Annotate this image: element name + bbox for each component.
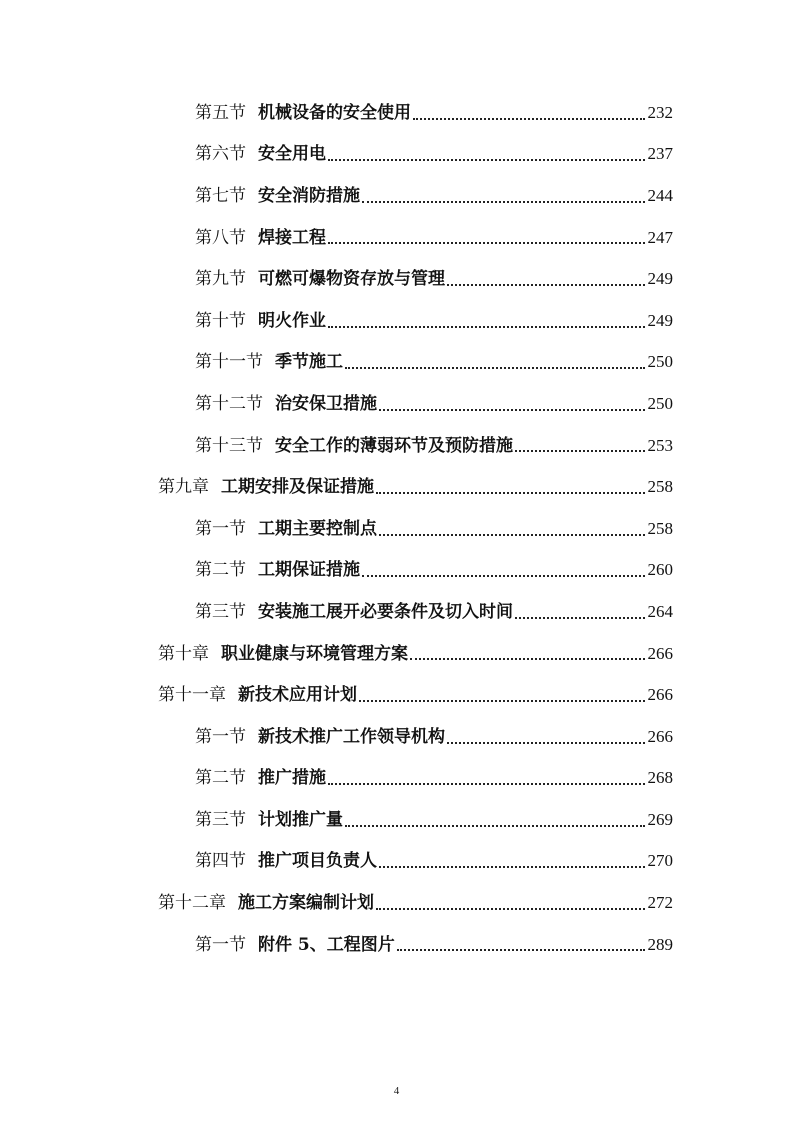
dot-leader bbox=[515, 617, 645, 619]
toc-entry-page: 258 bbox=[647, 477, 673, 497]
toc-entry-title: 工期主要控制点 bbox=[258, 518, 377, 539]
toc-entry-prefix: 第四节 bbox=[195, 851, 246, 872]
dot-leader bbox=[376, 908, 645, 910]
toc-entry-title: 明火作业 bbox=[258, 310, 326, 331]
toc-chapter-entry[interactable] bbox=[0, 674, 793, 716]
toc-entry-title: 附件 5、工程图片 bbox=[258, 934, 395, 955]
toc-entry[interactable] bbox=[0, 175, 793, 217]
table-of-contents bbox=[0, 92, 793, 965]
toc-entry-title: 季节施工 bbox=[275, 352, 343, 373]
toc-entry-prefix: 第三节 bbox=[195, 601, 246, 622]
toc-entry-page: 237 bbox=[647, 144, 673, 164]
toc-entry-title: 安全消防措施 bbox=[258, 185, 360, 206]
dot-leader bbox=[413, 118, 645, 120]
toc-entry-prefix: 第五节 bbox=[195, 102, 246, 123]
toc-entry-prefix: 第九章 bbox=[158, 477, 209, 498]
toc-entry[interactable] bbox=[0, 217, 793, 259]
dot-leader bbox=[376, 492, 645, 494]
toc-entry-prefix: 第八节 bbox=[195, 227, 246, 248]
toc-entry-prefix: 第十二节 bbox=[195, 393, 263, 414]
toc-entry-page: 232 bbox=[647, 102, 673, 122]
toc-entry[interactable] bbox=[0, 550, 793, 592]
toc-entry[interactable] bbox=[0, 841, 793, 883]
toc-entry-page: 289 bbox=[647, 934, 673, 954]
toc-entry-title: 新技术推广工作领导机构 bbox=[258, 726, 445, 747]
toc-entry-prefix: 第十节 bbox=[195, 310, 246, 331]
toc-entry-prefix: 第十一节 bbox=[195, 352, 263, 373]
toc-entry-title: 工期保证措施 bbox=[258, 560, 360, 581]
dot-leader bbox=[345, 367, 645, 369]
dot-leader bbox=[447, 284, 645, 286]
toc-entry-title: 安装施工展开必要条件及切入时间 bbox=[258, 601, 513, 622]
toc-entry[interactable] bbox=[0, 92, 793, 134]
dot-leader bbox=[410, 658, 645, 660]
toc-entry-page: 250 bbox=[647, 393, 673, 413]
toc-entry-prefix: 第十章 bbox=[158, 643, 209, 664]
toc-entry-page: 266 bbox=[647, 685, 673, 705]
dot-leader bbox=[515, 450, 645, 452]
toc-entry[interactable] bbox=[0, 342, 793, 384]
toc-chapter-entry[interactable] bbox=[0, 633, 793, 675]
toc-entry-prefix: 第六节 bbox=[195, 144, 246, 165]
toc-entry-page: 253 bbox=[647, 435, 673, 455]
toc-entry-page: 270 bbox=[647, 851, 673, 871]
toc-chapter-entry[interactable] bbox=[0, 466, 793, 508]
toc-entry-page: 247 bbox=[647, 227, 673, 247]
toc-entry-prefix: 第十三节 bbox=[195, 435, 263, 456]
toc-entry-page: 269 bbox=[647, 809, 673, 829]
toc-entry-page: 266 bbox=[647, 643, 673, 663]
toc-entry[interactable] bbox=[0, 716, 793, 758]
page-number: 4 bbox=[393, 1085, 400, 1097]
toc-entry-page: 272 bbox=[647, 893, 673, 913]
toc-entry-title: 计划推广量 bbox=[258, 809, 343, 830]
dot-leader bbox=[328, 159, 645, 161]
toc-entry-prefix: 第二节 bbox=[195, 768, 246, 789]
dot-leader bbox=[379, 866, 645, 868]
toc-entry-prefix: 第十二章 bbox=[158, 893, 226, 914]
toc-entry-page: 250 bbox=[647, 352, 673, 372]
dot-leader bbox=[345, 825, 645, 827]
toc-entry[interactable] bbox=[0, 591, 793, 633]
toc-entry[interactable] bbox=[0, 758, 793, 800]
toc-entry-prefix: 第九节 bbox=[195, 269, 246, 290]
toc-entry-page: 258 bbox=[647, 518, 673, 538]
toc-entry-prefix: 第一节 bbox=[195, 518, 246, 539]
dot-leader bbox=[328, 783, 645, 785]
toc-entry-page: 244 bbox=[647, 185, 673, 205]
toc-entry-prefix: 第三节 bbox=[195, 809, 246, 830]
toc-entry-prefix: 第七节 bbox=[195, 185, 246, 206]
toc-entry-page: 268 bbox=[647, 768, 673, 788]
toc-entry-title: 机械设备的安全使用 bbox=[258, 102, 411, 123]
dot-leader bbox=[362, 575, 645, 577]
toc-entry[interactable] bbox=[0, 300, 793, 342]
toc-entry-prefix: 第二节 bbox=[195, 560, 246, 581]
toc-entry-prefix: 第一节 bbox=[195, 726, 246, 747]
toc-entry-page: 249 bbox=[647, 269, 673, 289]
dot-leader bbox=[447, 742, 645, 744]
dot-leader bbox=[379, 534, 645, 536]
toc-entry-title: 安全用电 bbox=[258, 144, 326, 165]
toc-entry-title: 安全工作的薄弱环节及预防措施 bbox=[275, 435, 513, 456]
toc-entry-title: 焊接工程 bbox=[258, 227, 326, 248]
toc-entry-page: 266 bbox=[647, 726, 673, 746]
toc-entry-title: 职业健康与环境管理方案 bbox=[221, 643, 408, 664]
toc-entry[interactable] bbox=[0, 799, 793, 841]
toc-entry-title: 可燃可爆物资存放与管理 bbox=[258, 269, 445, 290]
dot-leader bbox=[328, 326, 645, 328]
dot-leader bbox=[379, 409, 645, 411]
toc-chapter-entry[interactable] bbox=[0, 882, 793, 924]
toc-entry[interactable] bbox=[0, 425, 793, 467]
toc-entry[interactable] bbox=[0, 508, 793, 550]
toc-entry[interactable] bbox=[0, 134, 793, 176]
toc-entry-title: 工期安排及保证措施 bbox=[221, 477, 374, 498]
dot-leader bbox=[397, 949, 645, 951]
toc-entry-title: 推广措施 bbox=[258, 768, 326, 789]
toc-entry-title: 治安保卫措施 bbox=[275, 393, 377, 414]
toc-entry[interactable] bbox=[0, 258, 793, 300]
toc-entry-page: 264 bbox=[647, 601, 673, 621]
toc-entry[interactable] bbox=[0, 924, 793, 966]
toc-entry-title: 推广项目负责人 bbox=[258, 851, 377, 872]
toc-entry-title: 新技术应用计划 bbox=[238, 685, 357, 706]
toc-entry-title: 施工方案编制计划 bbox=[238, 893, 374, 914]
toc-entry-page: 260 bbox=[647, 560, 673, 580]
toc-entry-prefix: 第一节 bbox=[195, 934, 246, 955]
toc-entry[interactable] bbox=[0, 383, 793, 425]
dot-leader bbox=[362, 201, 645, 203]
toc-entry-page: 249 bbox=[647, 310, 673, 330]
toc-entry-prefix: 第十一章 bbox=[158, 685, 226, 706]
dot-leader bbox=[359, 700, 645, 702]
dot-leader bbox=[328, 242, 645, 244]
